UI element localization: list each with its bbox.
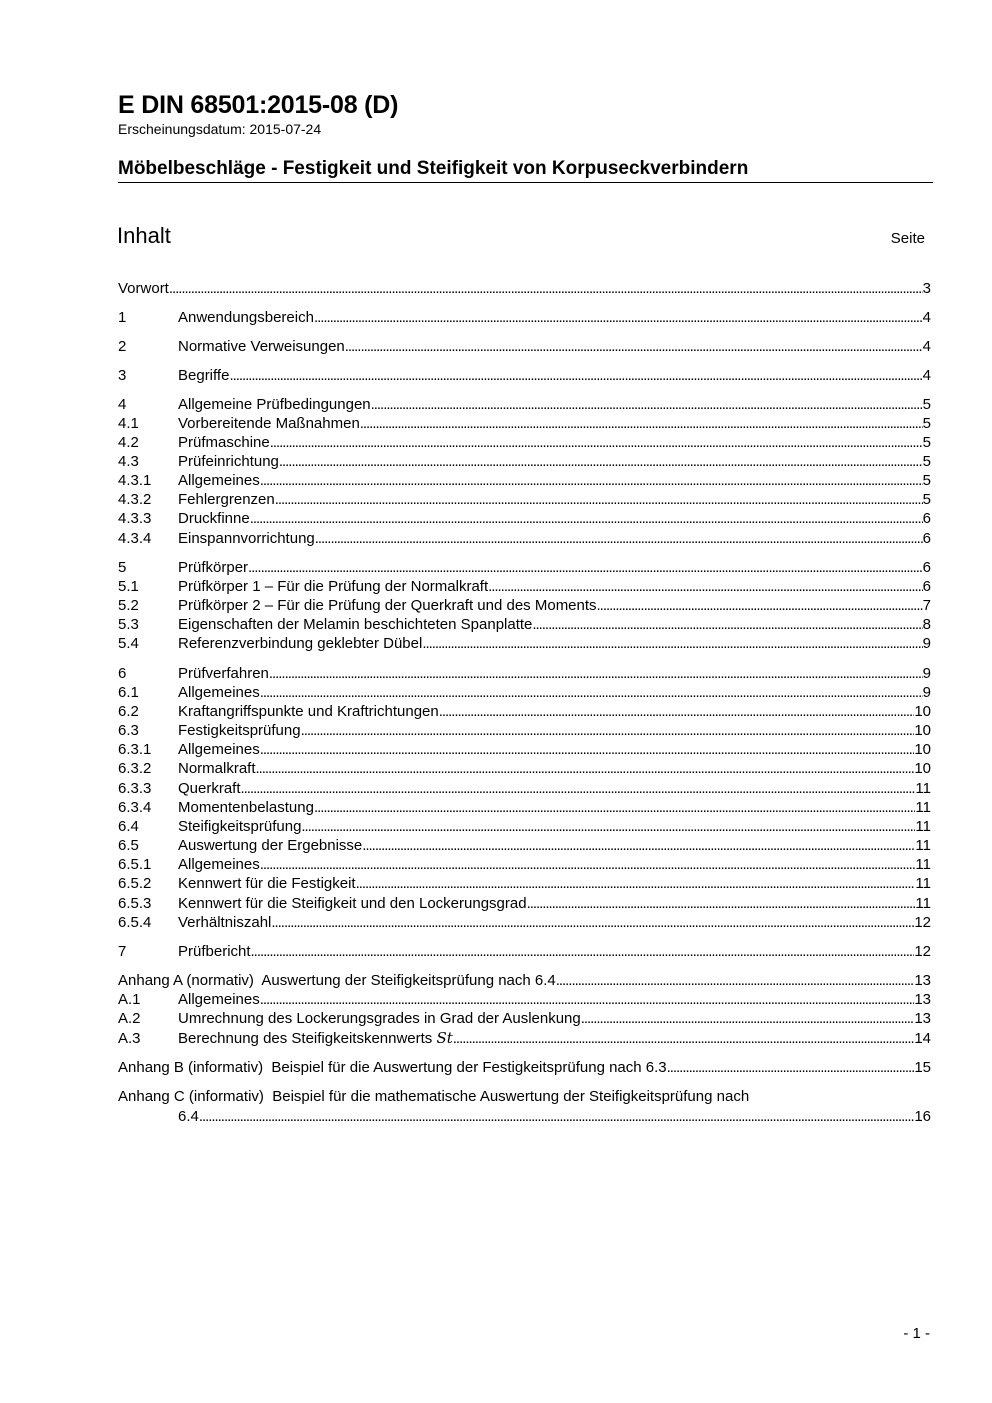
toc-entry-number: 5.4	[118, 635, 139, 652]
toc-entry-title: Allgemeines	[178, 856, 260, 873]
toc-entry[interactable]	[118, 683, 931, 702]
toc-entry-number: 4.3.3	[118, 510, 152, 527]
toc-entry[interactable]	[118, 366, 931, 385]
toc-leader-dots	[250, 509, 923, 528]
toc-leader-dots	[301, 721, 915, 740]
toc-leader-dots	[356, 874, 916, 893]
toc-entry-title: Verhältniszahl	[178, 914, 272, 931]
toc-leader-dots	[527, 894, 916, 913]
toc-entry-number: 5.1	[118, 578, 139, 595]
toc-entry-page: 11	[915, 780, 931, 797]
toc-leader-dots	[532, 615, 922, 634]
toc-entry-title: Allgemeines	[178, 684, 260, 701]
toc-leader-dots	[597, 596, 923, 615]
toc-entry-title: Kennwert für die Festigkeit	[178, 875, 356, 892]
toc-entry-title: Umrechnung des Lockerungsgrades in Grad der Auslenkung	[178, 1010, 581, 1027]
toc-entry[interactable]	[118, 308, 931, 327]
toc-leader-dots	[260, 990, 915, 1009]
toc-leader-dots	[248, 558, 923, 577]
release-date: Erscheinungsdatum: 2015-07-24	[118, 121, 322, 137]
toc-entry-page: 5	[922, 491, 931, 508]
toc-entry[interactable]	[118, 433, 931, 452]
toc-entry-title: Auswertung der Ergebnisse	[178, 837, 363, 854]
toc-entry-page: 6	[922, 510, 931, 527]
toc-entry-page: 5	[922, 396, 931, 413]
toc-leader-dots	[271, 913, 914, 932]
toc-entry-number: 4.3.4	[118, 530, 152, 547]
toc-leader-dots	[199, 1107, 914, 1126]
toc-entry-number: 7	[118, 943, 127, 960]
toc-leader-dots	[260, 740, 915, 759]
toc-entry-title: Momentenbelastung	[178, 799, 314, 816]
toc-entry[interactable]	[118, 634, 931, 653]
toc-entry[interactable]	[118, 817, 931, 836]
toc-entry-title: Allgemeines	[178, 991, 260, 1008]
toc-entry-page: 10	[914, 741, 931, 758]
toc-entry-page: 6	[922, 530, 931, 547]
toc-entry-number: 6.3.2	[118, 760, 152, 777]
toc-entry-page: 11	[915, 895, 931, 912]
toc-entry-title: Normalkraft	[178, 760, 256, 777]
toc-entry-page: 5	[922, 453, 931, 470]
toc-leader-dots	[314, 308, 923, 327]
toc-leader-dots	[260, 471, 923, 490]
toc-entry[interactable]	[118, 836, 931, 855]
toc-entry-title: Prüfeinrichtung	[178, 453, 279, 470]
toc-entry-number: 4.1	[118, 415, 139, 432]
toc-entry-page: 5	[922, 415, 931, 432]
toc-entry-title: Einspannvorrichtung	[178, 530, 315, 547]
stiffness-symbol: St	[436, 1029, 453, 1047]
toc-entry[interactable]	[118, 414, 931, 433]
toc-entry-number: A.2	[118, 1010, 141, 1027]
toc-entry-page: 12	[914, 914, 931, 931]
toc-entry-title: Vorwort	[118, 280, 169, 297]
toc-entry[interactable]	[118, 452, 931, 471]
toc-leader-dots	[556, 971, 915, 990]
toc-entry[interactable]	[118, 664, 931, 683]
toc-entry-number: 6.5.4	[118, 914, 152, 931]
toc-entry[interactable]	[118, 740, 931, 759]
toc-entry-title: Festigkeitsprüfung	[178, 722, 301, 739]
toc-entry[interactable]	[118, 942, 931, 961]
toc-entry-title: Vorbereitende Maßnahmen	[178, 415, 360, 432]
toc-entry-title: Eigenschaften der Melamin beschichteten Spanplatte	[178, 616, 533, 633]
toc-entry-page: 6	[922, 578, 931, 595]
toc-leader-dots	[270, 433, 923, 452]
toc-entry-page: 4	[922, 367, 931, 384]
toc-entry-annex-a[interactable]	[118, 971, 931, 990]
toc-entry-page: 11	[915, 818, 931, 835]
toc-leader-dots	[315, 529, 923, 548]
toc-entry-title: Anhang B (informativ) Beispiel für die Auswertung der Festigkeitsprüfung nach 6.3	[118, 1059, 667, 1076]
toc-entry[interactable]	[118, 913, 931, 932]
toc-entry-annex-b[interactable]	[118, 1058, 931, 1077]
toc-entry-number: 6.5	[118, 837, 139, 854]
toc-entry-page: 14	[914, 1030, 931, 1047]
toc-leader-dots	[251, 942, 915, 961]
toc-page-column-label: Seite	[890, 230, 925, 247]
toc-entry-title: Kennwert für die Steifigkeit und den Lockerungsgrad	[178, 895, 527, 912]
toc-entry-page: 13	[914, 972, 931, 989]
toc-entry-page: 4	[922, 309, 931, 326]
title-divider	[118, 182, 933, 183]
toc-entry-number: 4.2	[118, 434, 139, 451]
toc-entry-page: 5	[922, 472, 931, 489]
toc-entry-page: 10	[914, 760, 931, 777]
toc-entry[interactable]	[118, 596, 931, 615]
toc-entry-number: 4	[118, 396, 127, 413]
toc-entry-number: 6.5.1	[118, 856, 152, 873]
toc-entry-number: 4.3.1	[118, 472, 152, 489]
toc-entry[interactable]	[118, 490, 931, 509]
toc-entry-number: 6.1	[118, 684, 139, 701]
toc-entry-number: 5.3	[118, 616, 139, 633]
toc-entry-page: 12	[914, 943, 931, 960]
toc-entry-page: 10	[914, 722, 931, 739]
toc-entry-page: 11	[915, 856, 931, 873]
toc-entry-title: Prüfkörper 2 – Für die Prüfung der Querkraft und des Moments	[178, 597, 597, 614]
toc-leader-dots	[581, 1009, 915, 1028]
toc-entry-title: Fehlergrenzen	[178, 491, 275, 508]
toc-entry-number: 6.4	[118, 818, 139, 835]
toc-entry-number: 6.3.1	[118, 741, 152, 758]
toc-entry-title: Normative Verweisungen	[178, 338, 345, 355]
toc-entry-page: 13	[914, 1010, 931, 1027]
toc-entry-title: Allgemeines	[178, 741, 260, 758]
toc-leader-dots	[360, 414, 923, 433]
toc-leader-dots	[229, 366, 922, 385]
toc-entry-page: 9	[922, 665, 931, 682]
toc-entry-number: 6.3.4	[118, 799, 152, 816]
toc-leader-dots	[260, 855, 916, 874]
toc-entry-number: 6.3	[118, 722, 139, 739]
toc-entry-page: 16	[914, 1108, 931, 1125]
toc-entry[interactable]	[118, 395, 931, 414]
toc-entry[interactable]	[118, 577, 931, 596]
toc-entry-annex-c[interactable]	[118, 1087, 931, 1106]
toc-entry-page: 13	[914, 991, 931, 1008]
toc-entry-page: 15	[914, 1059, 931, 1076]
toc-entry[interactable]	[118, 1029, 931, 1048]
toc-entry-number: 5	[118, 559, 127, 576]
toc-entry-title: Begriffe	[178, 367, 230, 384]
toc-entry-title: Steifigkeitsprüfung	[178, 818, 302, 835]
toc-leader-dots	[301, 817, 915, 836]
toc-entry-title: Allgemeine Prüfbedingungen	[178, 396, 371, 413]
toc-entry[interactable]	[118, 471, 931, 490]
toc-leader-dots	[260, 683, 923, 702]
toc-leader-dots	[314, 798, 915, 817]
toc-entry-title: Prüfbericht	[178, 943, 251, 960]
toc-entry-number: A.1	[118, 991, 141, 1008]
toc-entry-title: 6.4	[178, 1108, 199, 1125]
toc-entry-title: Anhang A (normativ) Auswertung der Steifigkeitsprüfung nach 6.4	[118, 972, 556, 989]
toc-leader-dots	[488, 577, 923, 596]
toc-entry[interactable]	[118, 855, 931, 874]
toc-leader-dots	[439, 702, 915, 721]
toc-entry-page: 11	[915, 799, 931, 816]
toc-entry-title: Allgemeines	[178, 472, 260, 489]
toc-entry-annex-c-continuation[interactable]	[178, 1107, 931, 1126]
toc-entry-vorwort[interactable]	[118, 279, 931, 298]
toc-entry[interactable]	[118, 759, 931, 778]
toc-entry-title: Anwendungsbereich	[178, 309, 314, 326]
toc-entry-title: Kraftangriffspunkte und Kraftrichtungen	[178, 703, 439, 720]
toc-entry-title: Prüfkörper 1 – Für die Prüfung der Normalkraft	[178, 578, 489, 595]
toc-leader-dots	[667, 1058, 915, 1077]
toc-entry-number: 4.3	[118, 453, 139, 470]
document-title: E DIN 68501:2015-08 (D)	[118, 91, 399, 119]
toc-entry-page: 3	[922, 280, 931, 297]
toc-entry[interactable]	[118, 702, 931, 721]
toc-entry-page: 5	[922, 434, 931, 451]
toc-entry-title: Referenzverbindung geklebter Dübel	[178, 635, 423, 652]
toc-entry-title: Prüfmaschine	[178, 434, 270, 451]
toc-entry-page: 6	[922, 559, 931, 576]
toc-entry[interactable]	[118, 509, 931, 528]
toc-entry-number: A.3	[118, 1030, 141, 1047]
toc-entry[interactable]	[118, 615, 931, 634]
toc-entry-page: 9	[922, 684, 931, 701]
toc-leader-dots	[279, 452, 923, 471]
toc-leader-dots	[422, 634, 922, 653]
toc-entry-page: 9	[922, 635, 931, 652]
toc-entry-page: 11	[915, 875, 931, 892]
toc-leader-dots	[241, 779, 916, 798]
toc-leader-dots	[371, 395, 923, 414]
toc-entry-number: 6.5.2	[118, 875, 152, 892]
toc-entry[interactable]	[118, 894, 931, 913]
toc-entry-number: 1	[118, 309, 127, 326]
toc-entry-number: 6.5.3	[118, 895, 152, 912]
toc-entry-number: 6.3.3	[118, 780, 152, 797]
toc-entry-title: Querkraft	[178, 780, 241, 797]
toc-leader-dots	[345, 337, 923, 356]
toc-entry[interactable]	[118, 874, 931, 893]
toc-entry[interactable]	[118, 798, 931, 817]
toc-leader-dots	[275, 490, 923, 509]
toc-leader-dots	[453, 1029, 915, 1048]
toc-entry-page: 4	[922, 338, 931, 355]
document-subtitle: Möbelbeschläge - Festigkeit und Steifigkeit von Korpuseckverbindern	[118, 158, 749, 179]
toc-entry-number: 3	[118, 367, 127, 384]
toc-entry-title: Prüfkörper	[178, 559, 249, 576]
toc-entry-number: 6	[118, 665, 127, 682]
toc-entry-number: 2	[118, 338, 127, 355]
toc-entry-number: 5.2	[118, 597, 139, 614]
toc-entry[interactable]	[118, 779, 931, 798]
toc-entry-title	[178, 1029, 453, 1048]
toc-entry-page: 8	[922, 616, 931, 633]
page-number: - 1 -	[903, 1325, 930, 1342]
toc-entry-page: 11	[915, 837, 931, 854]
toc-entry[interactable]	[118, 558, 931, 577]
toc-leader-dots	[269, 664, 923, 683]
toc-entry[interactable]	[118, 337, 931, 356]
toc-entry-title: Anhang C (informativ) Beispiel für die mathematische Auswertung der Steifigkeitsprüfung nach	[118, 1088, 750, 1105]
toc-heading: Inhalt	[117, 223, 171, 248]
toc-leader-dots	[169, 279, 923, 298]
toc-entry[interactable]	[118, 1009, 931, 1028]
toc-leader-dots	[362, 836, 915, 855]
toc-entry[interactable]	[118, 721, 931, 740]
toc-leader-dots	[256, 759, 915, 778]
toc-entry-title-text: Berechnung des Steifigkeitskennwerts	[178, 1030, 437, 1047]
toc-entry[interactable]	[118, 529, 931, 548]
toc-entry-title: Druckfinne	[178, 510, 250, 527]
toc-entry-page: 7	[922, 597, 931, 614]
toc-entry-page: 10	[914, 703, 931, 720]
toc-entry-number: 6.2	[118, 703, 139, 720]
toc-entry[interactable]	[118, 990, 931, 1009]
toc-entry-number: 4.3.2	[118, 491, 152, 508]
toc-entry-title: Prüfverfahren	[178, 665, 269, 682]
